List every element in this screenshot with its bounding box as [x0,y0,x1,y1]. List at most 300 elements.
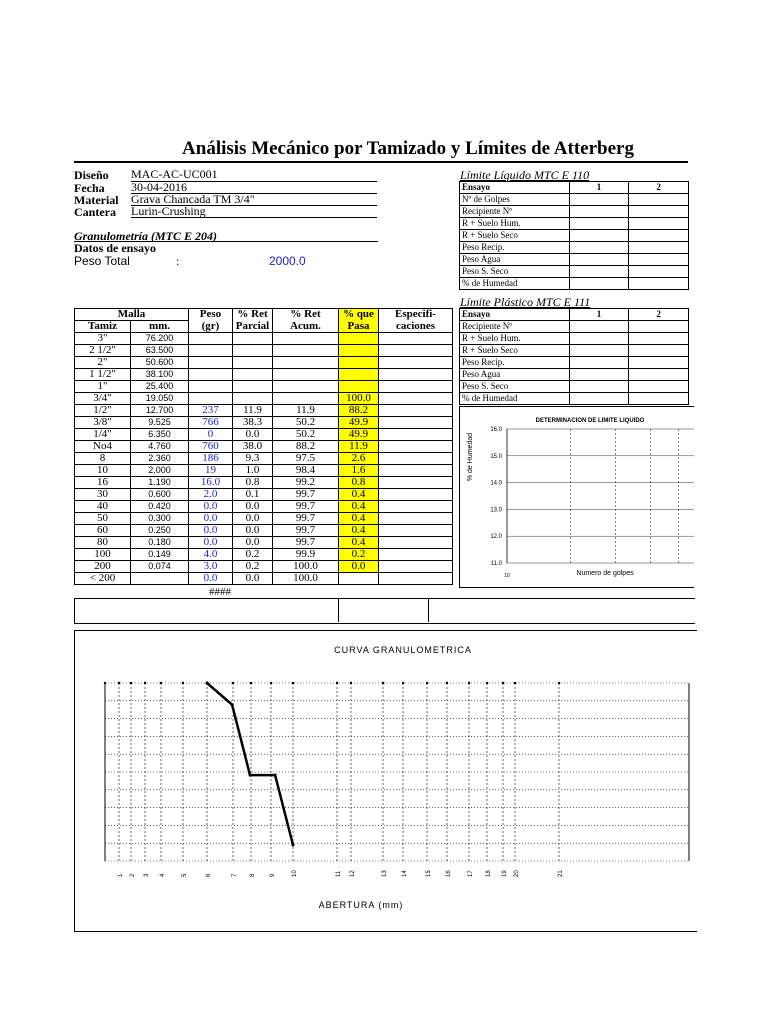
cell-pasa: 0.4 [339,537,379,549]
grad-xtick-label: 13 [382,870,388,877]
lp-cell [629,369,689,381]
cell-acum: 50.2 [273,417,339,429]
lp-row [460,393,689,405]
cell-pasa: 88.2 [339,405,379,417]
ll-cell [629,206,689,218]
ll-ytick-label: 12.0 [490,534,502,541]
lp-row [460,321,689,333]
grad-top-marker [182,682,184,684]
ll-col-2: 2 [629,182,689,194]
cell-parcial: 0.2 [233,561,273,573]
cell-espec [379,513,453,525]
cell-mm [131,573,189,585]
grad-top-marker [336,682,338,684]
ll-cell [569,194,629,206]
col-peso-unit: (gr) [189,321,233,333]
table-row [75,549,453,561]
cell-acum: 98.4 [273,465,339,477]
cell-tamiz: 50 [75,513,131,525]
grad-xtick-label: 4 [160,873,166,877]
table-row [75,513,453,525]
fecha-value: 30-04-2016 [131,181,377,194]
cell-acum [273,345,339,357]
grad-data-point [248,774,251,777]
ll-ytick-label: 11.0 [490,561,502,567]
lp-cell [629,393,689,405]
cell-parcial [233,381,273,393]
ll-ytick-label: 14.0 [490,480,502,487]
ll-row [460,194,689,206]
grad-top-marker [270,682,272,684]
material-label: Material [74,193,119,207]
grad-xtick-label: 14 [402,870,408,877]
cell-tamiz: 1 1/2" [75,369,131,381]
lp-row-label: R + Suelo Hum. [460,333,570,345]
grad-top-marker [514,682,516,684]
col-ret-parcial-2: Parcial [233,321,273,333]
cell-tamiz: 2" [75,357,131,369]
cell-tamiz: 16 [75,477,131,489]
cell-espec [379,357,453,369]
lp-col-1: 1 [569,309,629,321]
ll-cell [629,230,689,242]
cell-peso [189,393,233,405]
cell-parcial: 9.3 [233,453,273,465]
cell-mm: 76.200 [131,333,189,345]
cell-parcial: 0.0 [233,429,273,441]
grad-xtick-label: 8 [250,873,256,877]
cell-acum [273,333,339,345]
table-row [75,405,453,417]
cell-mm: 0.149 [131,549,189,561]
cell-parcial: 0.0 [233,537,273,549]
grad-xtick-label: 5 [182,873,188,877]
granulometry-table [74,308,453,585]
cell-pasa: 0.4 [339,525,379,537]
ll-chart [460,407,694,587]
ll-cell [629,278,689,290]
cell-mm: 0.074 [131,561,189,573]
lp-col-2: 2 [629,309,689,321]
lp-cell [569,321,629,333]
cell-tamiz: < 200 [75,573,131,585]
lp-cell [629,345,689,357]
grad-top-marker [292,682,294,684]
cell-peso: 0 [189,429,233,441]
cell-acum: 100.0 [273,573,339,585]
ll-cell [569,230,629,242]
cell-mm: 0.250 [131,525,189,537]
cell-acum [273,381,339,393]
cell-mm: 0.600 [131,489,189,501]
cell-espec [379,465,453,477]
table-row [75,573,453,585]
grad-xtick-label: 10 [292,870,298,877]
col-pasa-2: Pasa [339,321,379,333]
cell-mm: 0.300 [131,513,189,525]
table-row [75,525,453,537]
cell-pasa: 0.4 [339,501,379,513]
grad-xtick-label: 6 [206,873,212,877]
cell-parcial: 0.2 [233,549,273,561]
lp-cell [629,333,689,345]
cell-parcial: 11.9 [233,405,273,417]
table-row [75,453,453,465]
cell-peso [189,369,233,381]
cell-espec [379,345,453,357]
grad-top-marker [144,682,146,684]
ll-row-label: Peso S. Seco [460,266,570,278]
cell-mm: 50.600 [131,357,189,369]
cell-pasa: 11.9 [339,441,379,453]
cell-pasa: 100.0 [339,393,379,405]
ll-row-label: Peso Agua [460,254,570,266]
ll-cell [629,242,689,254]
material-value: Grava Chancada TM 3/4" [131,193,377,206]
cell-parcial: 0.0 [233,501,273,513]
cell-acum: 99.7 [273,525,339,537]
grad-xtick-label: 19 [502,870,508,877]
cell-parcial: 38.3 [233,417,273,429]
cell-espec [379,417,453,429]
ll-row-label: R + Suelo Seco [460,230,570,242]
lp-row [460,381,689,393]
cell-peso: 2.0 [189,489,233,501]
lp-row [460,369,689,381]
cell-espec [379,549,453,561]
cell-mm: 19.050 [131,393,189,405]
cell-parcial: 1.0 [233,465,273,477]
lp-row [460,333,689,345]
lp-cell [629,357,689,369]
cell-pasa [339,381,379,393]
cell-pasa: 0.0 [339,561,379,573]
cell-pasa: 2.6 [339,453,379,465]
ll-chart-xtick: 10 [504,573,510,579]
lp-cell [569,369,629,381]
datos-label: Datos de ensayo [74,241,157,255]
peso-total-label: Peso Total [74,254,130,268]
table-row [75,417,453,429]
ll-table [459,181,689,290]
grad-top-marker [250,682,252,684]
lp-row-label: % de Humedad [460,393,570,405]
ll-row [460,266,689,278]
cell-mm: 9.525 [131,417,189,429]
col-espec-2: caciones [379,321,453,333]
fecha-label: Fecha [74,181,105,195]
cell-mm: 4.760 [131,441,189,453]
cell-acum: 99.9 [273,549,339,561]
ll-row-label: Recipiente Nº [460,206,570,218]
cell-espec [379,369,453,381]
cell-peso: 16.0 [189,477,233,489]
ll-row [460,242,689,254]
col-peso: Peso [189,309,233,321]
lp-cell [569,357,629,369]
ll-chart-xlabel: Numero de golpes [576,570,634,577]
cell-acum: 100.0 [273,561,339,573]
ll-chart-ylabel: % de Humedad [467,432,474,482]
ll-ytick-label: 13.0 [490,507,502,514]
cell-peso: 760 [189,441,233,453]
grad-xtick-label: 9 [270,873,276,877]
cell-tamiz: 1" [75,381,131,393]
cell-espec [379,477,453,489]
cell-espec [379,561,453,573]
remarks-strip [74,598,695,624]
table-row [75,465,453,477]
cell-espec [379,381,453,393]
ll-cell [569,218,629,230]
cell-tamiz: 100 [75,549,131,561]
col-tamiz: Tamiz [75,321,131,333]
ll-cell [569,278,629,290]
cantera-value: Lurin-Crushing [131,205,377,218]
ll-row-label: % de Humedad [460,278,570,290]
ll-cell [569,206,629,218]
cell-parcial: 0.0 [233,573,273,585]
grad-xtick-label: 15 [426,870,432,877]
ll-row-label: Nº de Golpes [460,194,570,206]
lp-table [459,308,689,405]
cell-tamiz: 40 [75,501,131,513]
table-row [75,429,453,441]
cell-parcial: 0.0 [233,513,273,525]
cell-mm: 2.360 [131,453,189,465]
grad-top-marker [104,682,106,684]
grad-top-marker [160,682,162,684]
grad-xtick-label: 21 [558,870,564,877]
cell-peso: 0.0 [189,525,233,537]
cell-acum: 50.2 [273,429,339,441]
cell-parcial: 0.1 [233,489,273,501]
cell-parcial [233,369,273,381]
cell-peso: 19 [189,465,233,477]
cell-pasa [339,369,379,381]
ll-row [460,206,689,218]
cell-espec [379,489,453,501]
cell-pasa: 49.9 [339,417,379,429]
gradation-chart [75,631,697,931]
lp-row-label: Peso S. Seco [460,381,570,393]
grad-data-point [274,774,277,777]
grad-top-marker [232,682,234,684]
lp-row [460,357,689,369]
grad-top-marker [468,682,470,684]
lp-row-label: Peso Agua [460,369,570,381]
cell-pasa [339,573,379,585]
cell-peso: 0.0 [189,573,233,585]
col-mm: mm. [131,321,189,333]
table-row [75,381,453,393]
cell-acum: 99.7 [273,489,339,501]
cell-mm: 1.190 [131,477,189,489]
cell-acum: 99.7 [273,537,339,549]
strip-edge [74,598,75,622]
cantera-label: Cantera [74,205,116,219]
ll-row-label: R + Suelo Hum. [460,218,570,230]
grad-data-point [231,703,234,706]
diseno-value: MAC-AC-UC001 [131,168,377,182]
cell-peso [189,357,233,369]
grad-top-marker [486,682,488,684]
ll-cell [629,254,689,266]
ll-row [460,254,689,266]
cell-espec [379,393,453,405]
cell-peso: 0.0 [189,513,233,525]
cell-pasa: 1.6 [339,465,379,477]
cell-tamiz: 3/4" [75,393,131,405]
cell-pasa [339,345,379,357]
cell-parcial [233,357,273,369]
lp-title: Límite Plástico MTC E 111 [460,295,591,309]
col-ret-parcial: % Ret [233,309,273,321]
strip-divider-1 [338,598,339,622]
ll-row [460,230,689,242]
cell-acum [273,369,339,381]
gradation-series-line [207,683,293,845]
cell-tamiz: 10 [75,465,131,477]
cell-mm: 2.000 [131,465,189,477]
strip-divider-2 [428,598,429,622]
ll-ytick-label: 16.0 [490,427,502,433]
grad-xtick-label: 2 [130,873,136,877]
cell-tamiz: 30 [75,489,131,501]
cell-parcial [233,333,273,345]
cell-espec [379,453,453,465]
lp-cell [629,321,689,333]
gradation-chart-xlabel: ABERTURA (mm) [318,900,404,910]
cell-peso: 4.0 [189,549,233,561]
grad-xtick-label: 11 [336,870,342,877]
cell-parcial [233,345,273,357]
cell-parcial: 0.8 [233,477,273,489]
col-malla: Malla [75,309,189,321]
cell-mm: 0.180 [131,537,189,549]
table-row [75,489,453,501]
cell-acum: 99.7 [273,501,339,513]
ll-row [460,278,689,290]
table-row [75,357,453,369]
table-row [75,393,453,405]
lp-row [460,345,689,357]
ll-ytick-label: 15.0 [490,453,502,460]
cell-peso [189,381,233,393]
cell-espec [379,573,453,585]
lp-cell [569,381,629,393]
lp-cell [569,333,629,345]
cell-espec [379,333,453,345]
ll-chart-frame [459,406,694,588]
cell-tamiz: 8 [75,453,131,465]
cell-pasa: 0.8 [339,477,379,489]
grad-top-marker [382,682,384,684]
cell-mm: 38.100 [131,369,189,381]
cell-tamiz: 80 [75,537,131,549]
cell-pasa: 0.2 [339,549,379,561]
cell-espec [379,405,453,417]
cell-parcial: 38.0 [233,441,273,453]
grad-top-marker [502,682,504,684]
cell-peso: 0.0 [189,537,233,549]
diseno-label: Diseño [74,168,109,182]
cell-acum: 97.5 [273,453,339,465]
cell-tamiz: No4 [75,441,131,453]
cell-pasa: 0.4 [339,513,379,525]
grad-top-marker [558,682,560,684]
gradation-chart-frame [74,630,697,932]
cell-peso [189,345,233,357]
ll-cell [569,254,629,266]
grad-data-point [206,682,209,685]
lp-cell [629,381,689,393]
ll-row-label: Peso Recip. [460,242,570,254]
ll-row [460,218,689,230]
cell-espec [379,525,453,537]
cell-mm: 63.500 [131,345,189,357]
ll-col-1: 1 [569,182,629,194]
cell-acum: 99.7 [273,513,339,525]
table-row [75,369,453,381]
lp-row-label: R + Suelo Seco [460,345,570,357]
grad-xtick-label: 12 [350,870,356,877]
table-row [75,477,453,489]
cell-espec [379,501,453,513]
grad-top-marker [350,682,352,684]
lp-row-label: Peso Recip. [460,357,570,369]
lp-row-label: Recipiente Nº [460,321,570,333]
ll-title: Límite Líquido MTC E 110 [460,168,590,182]
grad-top-marker [402,682,404,684]
title-rule [74,161,688,163]
cell-pasa: 0.4 [339,489,379,501]
cell-tamiz: 3/8" [75,417,131,429]
lp-cell [569,345,629,357]
cell-pasa: 49.9 [339,429,379,441]
cell-mm: 6.350 [131,429,189,441]
table-row [75,345,453,357]
col-ret-acum-2: Acum. [273,321,339,333]
col-pasa: % que [339,309,379,321]
cell-tamiz: 60 [75,525,131,537]
cell-parcial [233,393,273,405]
cell-peso: 186 [189,453,233,465]
ll-cell [629,194,689,206]
table-row [75,501,453,513]
table-row [75,333,453,345]
grad-xtick-label: 17 [468,870,474,877]
ll-cell [569,266,629,278]
cell-acum: 11.9 [273,405,339,417]
cell-tamiz: 3" [75,333,131,345]
cell-mm: 12.700 [131,405,189,417]
grad-top-marker [446,682,448,684]
gradation-chart-title: CURVA GRANULOMETRICA [334,645,472,655]
ll-cell [629,218,689,230]
peso-total-colon: : [176,254,180,268]
grad-top-marker [118,682,120,684]
ll-cell [569,242,629,254]
cell-acum [273,393,339,405]
ll-cell [629,266,689,278]
cell-tamiz: 1/2" [75,405,131,417]
cell-tamiz: 2 1/2" [75,345,131,357]
cell-mm: 0.420 [131,501,189,513]
cell-espec [379,441,453,453]
cell-acum: 88.2 [273,441,339,453]
grad-top-marker [426,682,428,684]
